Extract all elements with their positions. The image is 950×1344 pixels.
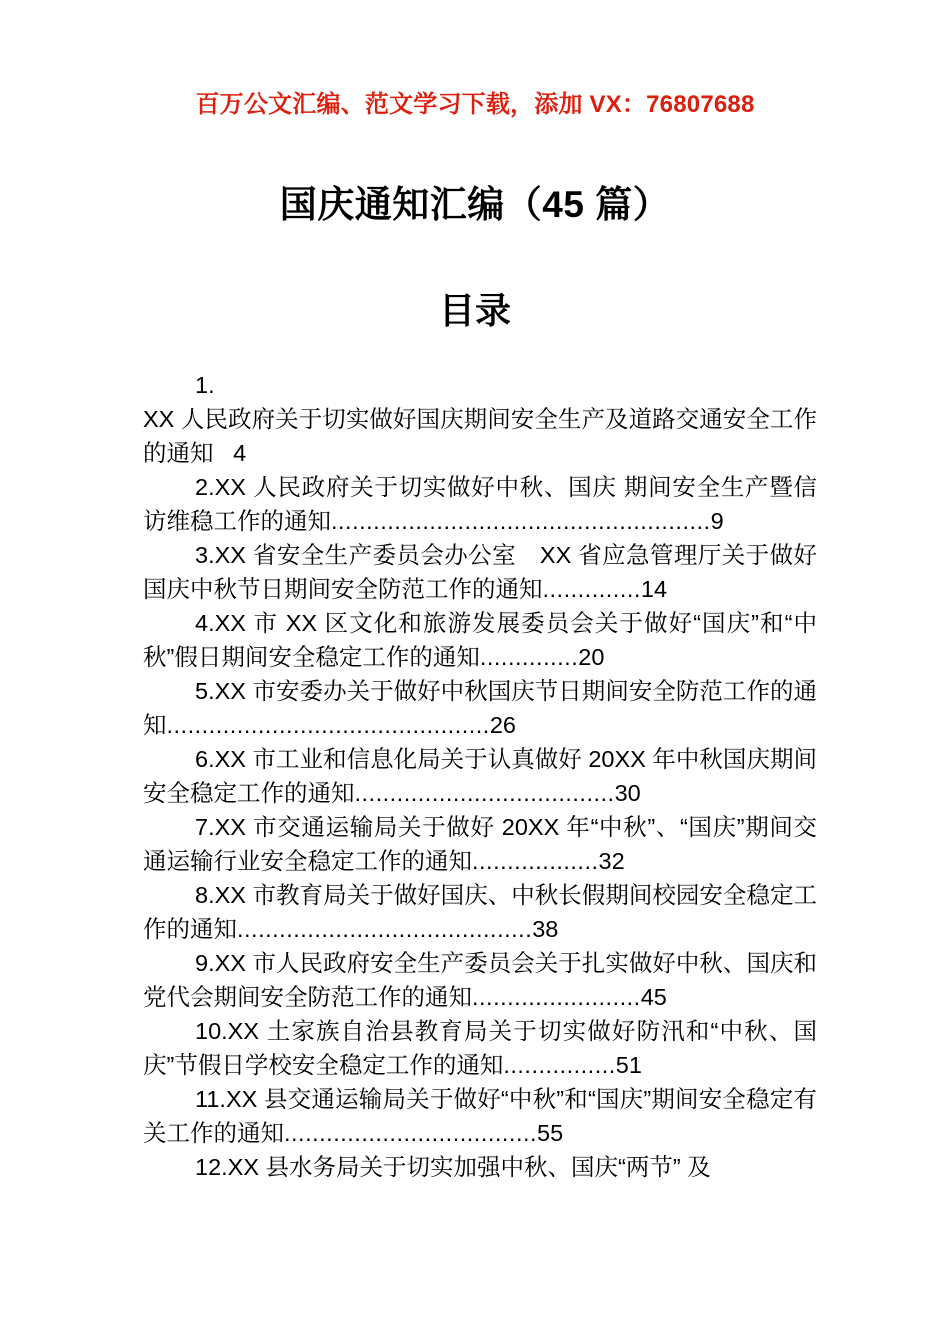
toc-page-number: 14	[640, 576, 668, 602]
toc-leader-dots: ..........................................	[237, 916, 533, 942]
toc-leader-dots: ..............	[479, 644, 579, 670]
toc-entry-title: XX 市人民政府安全生产委员会关于扎实做好中秋、国庆和党代会期间安全防范工作的通知	[143, 950, 817, 1010]
toc-entry-title: XX 市 XX 区文化和旅游发展委员会关于做好“国庆”和“中秋”假日期间安全稳定工作的通知	[143, 610, 817, 670]
toc-page-number: 30	[614, 780, 641, 806]
promo-banner-text: 百万公文汇编、范文学习下载，添加 VX：76807688	[195, 91, 755, 118]
toc-page-number: 20	[578, 644, 605, 670]
toc-entry[interactable]	[143, 810, 817, 878]
toc-entry[interactable]	[143, 470, 817, 538]
toc-entry-number: 8.	[195, 882, 215, 908]
toc-entry-title: XX 市教育局关于做好国庆、中秋长假期间校园安全稳定工作的通知	[143, 882, 817, 942]
toc-entry-number: 4.	[195, 610, 215, 636]
toc-entry[interactable]	[143, 674, 817, 742]
toc-leader-dots: ................	[503, 1052, 616, 1078]
toc-page-number: 55	[537, 1120, 564, 1146]
toc-leader-dots	[214, 440, 234, 466]
toc-entry[interactable]	[143, 1150, 817, 1184]
toc-entry-number: 10.	[195, 1018, 228, 1044]
toc-entry-title: XX 市交通运输局关于做好 20XX 年“中秋”、“国庆”期间交通运输行业安全稳定工作的通知	[143, 814, 817, 874]
toc-page-number: 45	[640, 984, 667, 1010]
toc-entry-number: 12.	[195, 1154, 228, 1180]
toc-entry[interactable]	[143, 1082, 817, 1150]
toc-entry-number: 11.	[195, 1086, 226, 1112]
toc-entry[interactable]	[143, 1014, 817, 1082]
toc-entry-title: XX 市工业和信息化局关于认真做好 20XX 年中秋国庆期间安全稳定工作的通知	[143, 746, 817, 806]
toc-page-number: 9	[710, 508, 724, 534]
toc-entry-title: XX 县水务局关于切实加强中秋、国庆“两节” 及	[227, 1154, 711, 1180]
toc-entry-title: XX 省安全生产委员会办公室 XX 省应急管理厅关于做好国庆中秋节日期间安全防范工作的通知	[143, 542, 817, 602]
toc-entry-title: XX 人民政府关于切实做好中秋、国庆 期间安全生产暨信访维稳工作的通知	[143, 474, 817, 534]
toc-entry-title: XX 县交通运输局关于做好“中秋”和“国庆”期间安全稳定有关工作的通知	[143, 1086, 817, 1146]
toc-leader-dots: ......................................................	[331, 508, 711, 534]
toc-entry[interactable]	[143, 946, 817, 1014]
toc-page-number: 32	[598, 848, 625, 874]
page-title: 国庆通知汇编（45 篇）	[279, 184, 671, 225]
toc-entry-title: XX 市安委办关于做好中秋国庆节日期间安全防范工作的通知	[143, 678, 817, 738]
toc-page-number: 51	[615, 1052, 642, 1078]
toc-entry-title: XX 人民政府关于切实做好国庆期间安全生产及道路交通安全工作的通知	[143, 406, 817, 466]
toc-leader-dots: ..................	[472, 848, 599, 874]
table-of-contents	[143, 368, 817, 1184]
toc-entry-number: 3.	[195, 542, 215, 568]
toc-entry-number: 1.	[195, 372, 215, 398]
toc-page-number: 38	[532, 916, 559, 942]
toc-entry-number: 9.	[195, 950, 215, 976]
toc-leader-dots: ....................................	[284, 1120, 538, 1146]
toc-entry[interactable]	[143, 368, 817, 470]
toc-page-number: 26	[489, 712, 516, 738]
toc-leader-dots: ..............	[542, 576, 641, 602]
toc-entry[interactable]	[143, 538, 817, 606]
toc-entry-title: XX 土家族自治县教育局关于切实做好防汛和“中秋、国庆”节假日学校安全稳定工作的通知	[143, 1018, 817, 1078]
toc-entry-number: 2.	[195, 474, 215, 500]
toc-leader-dots: ........................	[472, 984, 641, 1010]
toc-leader-dots: ..............................................	[166, 712, 490, 738]
toc-entry[interactable]	[143, 878, 817, 946]
toc-entry-number: 6.	[195, 746, 215, 772]
toc-leader-dots: .....................................	[354, 780, 615, 806]
toc-entry-number: 7.	[195, 814, 215, 840]
toc-heading: 目录	[438, 290, 511, 331]
toc-entry[interactable]	[143, 606, 817, 674]
toc-entry[interactable]	[143, 742, 817, 810]
toc-entry-number: 5.	[195, 678, 215, 704]
toc-page-number: 4	[233, 440, 247, 466]
